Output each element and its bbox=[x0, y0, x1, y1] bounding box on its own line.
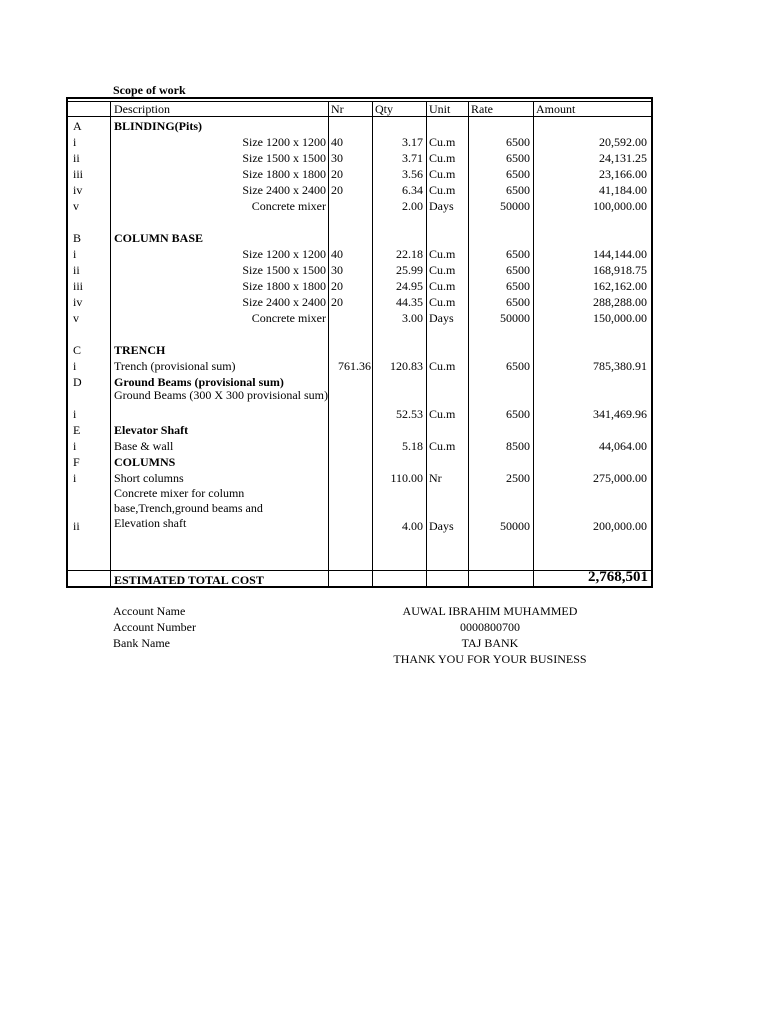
row-desc: Concrete mixer bbox=[251, 199, 326, 213]
row-amount: 341,469.96 bbox=[593, 407, 647, 421]
row-amount: 144,144.00 bbox=[593, 247, 647, 261]
row-unit: Cu.m bbox=[429, 135, 456, 149]
row-desc: Ground Beams (provisional sum) bbox=[114, 375, 284, 389]
row-ref: A bbox=[73, 119, 82, 133]
row-rate: 6500 bbox=[506, 263, 530, 277]
row-ref: iv bbox=[73, 183, 83, 197]
row-unit: Cu.m bbox=[429, 359, 456, 373]
row-qty: 3.71 bbox=[402, 151, 423, 165]
row-ref: E bbox=[73, 423, 81, 437]
account-number-label: Account Number bbox=[113, 620, 196, 634]
row-desc: Concrete mixer bbox=[251, 311, 326, 325]
row-desc: Base & wall bbox=[114, 439, 174, 453]
row-amount: 785,380.91 bbox=[593, 359, 647, 373]
header-description: Description bbox=[114, 102, 170, 116]
row-unit: Days bbox=[429, 311, 454, 325]
account-values bbox=[360, 603, 620, 667]
row-rate: 6500 bbox=[506, 167, 530, 181]
row-amount: 288,288.00 bbox=[593, 295, 647, 309]
row-qty: 2.00 bbox=[402, 199, 423, 213]
col-divider-rate bbox=[533, 101, 534, 586]
row-ref: i bbox=[73, 439, 77, 453]
row-ref: i bbox=[73, 471, 77, 485]
row-ref: i bbox=[73, 247, 77, 261]
row-ref: i bbox=[73, 359, 77, 373]
col-divider-qty bbox=[426, 101, 427, 586]
row-qty: 6.34 bbox=[402, 183, 423, 197]
header-rate: Rate bbox=[471, 102, 493, 116]
row-ref: iii bbox=[73, 167, 84, 181]
row-desc: BLINDING(Pits) bbox=[114, 119, 203, 133]
row-unit: Nr bbox=[429, 471, 442, 485]
row-rate: 50000 bbox=[500, 199, 530, 213]
row-amount: 44,064.00 bbox=[599, 439, 647, 453]
row-desc: Trench (provisional sum) bbox=[114, 359, 236, 373]
thank-you-note: THANK YOU FOR YOUR BUSINESS bbox=[393, 652, 587, 666]
bank-name-value: TAJ BANK bbox=[461, 636, 519, 650]
row-desc: Size 1200 x 1200 bbox=[242, 247, 326, 261]
account-name-value: AUWAL IBRAHIM MUHAMMED bbox=[402, 604, 578, 618]
row-qty: 5.18 bbox=[402, 439, 423, 453]
row-ref: v bbox=[73, 199, 79, 213]
row-desc: Size 1800 x 1800 bbox=[242, 167, 326, 181]
total-label: ESTIMATED TOTAL COST bbox=[114, 573, 264, 587]
row-qty: 24.95 bbox=[396, 279, 423, 293]
row-amount: 20,592.00 bbox=[599, 135, 647, 149]
bill-of-quantities-table bbox=[66, 97, 653, 588]
row-desc: Size 1500 x 1500 bbox=[242, 151, 326, 165]
row-ref: v bbox=[73, 311, 79, 325]
row-desc: TRENCH bbox=[114, 343, 166, 357]
row-nr: 761.36 bbox=[338, 359, 371, 373]
header-qty: Qty bbox=[375, 102, 393, 116]
header-nr: Nr bbox=[331, 102, 344, 116]
col-divider-ref bbox=[110, 101, 111, 586]
row-amount: 200,000.00 bbox=[593, 519, 647, 533]
row-rate: 2500 bbox=[506, 471, 530, 485]
row-unit: Cu.m bbox=[429, 295, 456, 309]
row-nr: 30 bbox=[331, 151, 343, 165]
row-unit: Cu.m bbox=[429, 151, 456, 165]
row-nr: 30 bbox=[331, 263, 343, 277]
header-unit: Unit bbox=[429, 102, 451, 116]
row-ref: F bbox=[73, 455, 80, 469]
row-unit: Cu.m bbox=[429, 439, 456, 453]
row-qty: 110.00 bbox=[390, 471, 423, 485]
row-unit: Cu.m bbox=[429, 247, 456, 261]
row-unit: Days bbox=[429, 199, 454, 213]
header-bottom-rule bbox=[68, 116, 651, 117]
account-labels bbox=[113, 603, 196, 651]
row-desc: Size 1200 x 1200 bbox=[242, 135, 326, 149]
row-qty: 120.83 bbox=[390, 359, 423, 373]
row-amount: 150,000.00 bbox=[593, 311, 647, 325]
row-amount: 162,162.00 bbox=[593, 279, 647, 293]
row-unit: Cu.m bbox=[429, 183, 456, 197]
row-desc: Size 1800 x 1800 bbox=[242, 279, 326, 293]
header-amount: Amount bbox=[536, 102, 576, 116]
row-desc: Size 2400 x 2400 bbox=[242, 295, 326, 309]
row-ref: i bbox=[73, 135, 77, 149]
row-ref: i bbox=[73, 407, 77, 421]
row-nr: 20 bbox=[331, 183, 343, 197]
row-desc: Elevator Shaft bbox=[114, 423, 189, 437]
row-qty: 3.17 bbox=[402, 135, 423, 149]
row-desc: COLUMNS bbox=[114, 455, 176, 469]
row-qty: 3.00 bbox=[402, 311, 423, 325]
row-rate: 6500 bbox=[506, 183, 530, 197]
row-rate: 50000 bbox=[500, 519, 530, 533]
account-number-value: 0000800700 bbox=[460, 620, 520, 634]
row-desc: Size 2400 x 2400 bbox=[242, 183, 326, 197]
row-unit: Days bbox=[429, 519, 454, 533]
col-divider-desc bbox=[328, 101, 329, 586]
row-ref: iv bbox=[73, 295, 83, 309]
row-ref: B bbox=[73, 231, 82, 245]
row-desc: COLUMN BASE bbox=[114, 231, 204, 245]
col-divider-unit bbox=[468, 101, 469, 586]
row-nr: 40 bbox=[331, 247, 343, 261]
row-unit: Cu.m bbox=[429, 279, 456, 293]
row-amount: 23,166.00 bbox=[599, 167, 647, 181]
row-nr: 20 bbox=[331, 167, 343, 181]
row-rate: 6500 bbox=[506, 135, 530, 149]
row-amount: 41,184.00 bbox=[599, 183, 647, 197]
row-qty: 22.18 bbox=[396, 247, 423, 261]
row-amount: 100,000.00 bbox=[593, 199, 647, 213]
row-unit: Cu.m bbox=[429, 263, 456, 277]
row-qty: 25.99 bbox=[396, 263, 423, 277]
page-title: Scope of work bbox=[113, 83, 186, 97]
row-ref: D bbox=[73, 375, 82, 389]
row-desc: Short columns bbox=[114, 471, 184, 485]
row-unit: Cu.m bbox=[429, 407, 456, 421]
row-ref: iii bbox=[73, 279, 84, 293]
total-value: 2,768,501 bbox=[588, 569, 648, 585]
row-rate: 6500 bbox=[506, 247, 530, 261]
account-name-label: Account Name bbox=[113, 604, 186, 618]
row-desc: Size 1500 x 1500 bbox=[242, 263, 326, 277]
row-nr: 20 bbox=[331, 279, 343, 293]
row-amount: 168,918.75 bbox=[593, 263, 647, 277]
row-rate: 6500 bbox=[506, 151, 530, 165]
row-qty: 52.53 bbox=[396, 407, 423, 421]
row-amount: 24,131.25 bbox=[599, 151, 647, 165]
row-rate: 6500 bbox=[506, 279, 530, 293]
row-rate: 8500 bbox=[506, 439, 530, 453]
row-rate: 50000 bbox=[500, 311, 530, 325]
row-unit: Cu.m bbox=[429, 167, 456, 181]
row-rate: 6500 bbox=[506, 359, 530, 373]
bank-name-label: Bank Name bbox=[113, 636, 170, 650]
row-qty: 4.00 bbox=[402, 519, 423, 533]
row-rate: 6500 bbox=[506, 295, 530, 309]
row-desc: Concrete mixer for column base,Trench,ground beams and Elevation shaft bbox=[114, 486, 263, 530]
row-nr: 20 bbox=[331, 295, 343, 309]
col-divider-nr bbox=[372, 101, 373, 586]
row-ref: C bbox=[73, 343, 82, 357]
row-qty: 44.35 bbox=[396, 295, 423, 309]
row-amount: 275,000.00 bbox=[593, 471, 647, 485]
row-ref: ii bbox=[73, 519, 80, 533]
row-qty: 3.56 bbox=[402, 167, 423, 181]
row-ref: ii bbox=[73, 263, 80, 277]
row-nr: 40 bbox=[331, 135, 343, 149]
row-ref: ii bbox=[73, 151, 80, 165]
row-rate: 6500 bbox=[506, 407, 530, 421]
row-desc: Ground Beams (300 X 300 provisional sum) bbox=[114, 388, 328, 402]
